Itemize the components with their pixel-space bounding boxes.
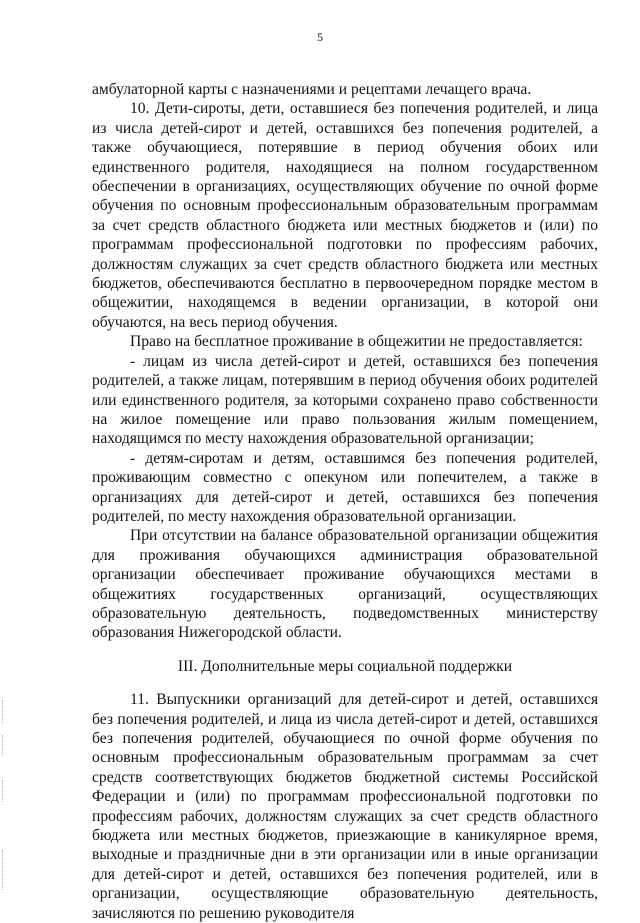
- paragraph-no-dormitory: При отсутствии на балансе образовательной организации общежития для проживания обучающихся администрация образовательной организации обеспечивает проживание обучающихся местами в общежитиях государственных организаций, осуществляющих образовательную деятельность, подведомственных министерству образования Нижегородской области.: [92, 527, 598, 642]
- paragraph-not-provided-intro: Право на бесплатное проживание в общежитии не предоставляется:: [130, 333, 583, 351]
- margin-scan-mark: [2, 780, 4, 802]
- paragraph-10: 10. Дети-сироты, дети, оставшиеся без попечения родителей, и лица из числа детей-сирот и детей, оставшихся без попечения родителей, а также обучающиеся, потерявшие в период обучения обоих или единственного родителя, находящиеся на полном государственном обеспечении в организациях, осуществляющих обучение по очной форме обучения по основным профессиональным образовательным программам за счет средств областного бюджета или местных бюджетов и (или) по программам профессиональной подготовки по профессиям рабочих, должностям служащих за счет средств областного бюджета или местных бюджетов, обеспечиваются бесплатно в первоочередном порядке местом в общежитии, находящемся в ведении организации, в которой они обучаются, на весь период обучения.: [92, 100, 598, 331]
- document-body: [92, 80, 598, 923]
- list-item-orphans-with-guardian: - детям-сиротам и детям, оставшимся без попечения родителей, проживающим совместно с опекуном или попечителем, а также в организациях для детей-сирот и детей, оставшихся без попечения родителей, по месту нахождения образовательной организации.: [92, 449, 598, 525]
- page-number: 5: [317, 30, 323, 44]
- margin-scan-mark: [2, 850, 4, 890]
- paragraph-11: 11. Выпускники организаций для детей-сирот и детей, оставшихся без попечения родителей, и лица из числа детей-сирот и детей, оставшихся без попечения родителей, обучающиеся по очной форме обучения по основным профессиональным образовательным программам за счет средств соответствующих бюджетов бюджетной системы Российской Федерации и (или) по программам профессиональной подготовки по профессиям рабочих, должностям служащих за счет средств областного бюджета или местных бюджетов, приезжающие в каникулярное время, выходные и праздничные дни в эти организации или в иные организации для детей-сирот и детей, оставшихся без попечения родителей, или в организации, осуществляющие образовательную деятельность, зачисляются по решению руководителя: [92, 691, 598, 922]
- paragraph-continuation: амбулаторной карты с назначениями и рецептами лечащего врача.: [92, 81, 532, 98]
- section-heading: III. Дополнительные меры социальной поддержки: [177, 657, 513, 675]
- list-item-orphans-with-property: - лицам из числа детей-сирот и детей, оставшихся без попечения родителей, а также лицам, потерявшим в период обучения обоих родителей или единственного родителя, за которыми сохранено право собственности на жилое помещение или право пользования жилым помещением, находящимся по месту нахождения образовательной организации;: [92, 352, 598, 448]
- margin-scan-mark: [2, 700, 4, 724]
- margin-scan-mark: [2, 735, 4, 755]
